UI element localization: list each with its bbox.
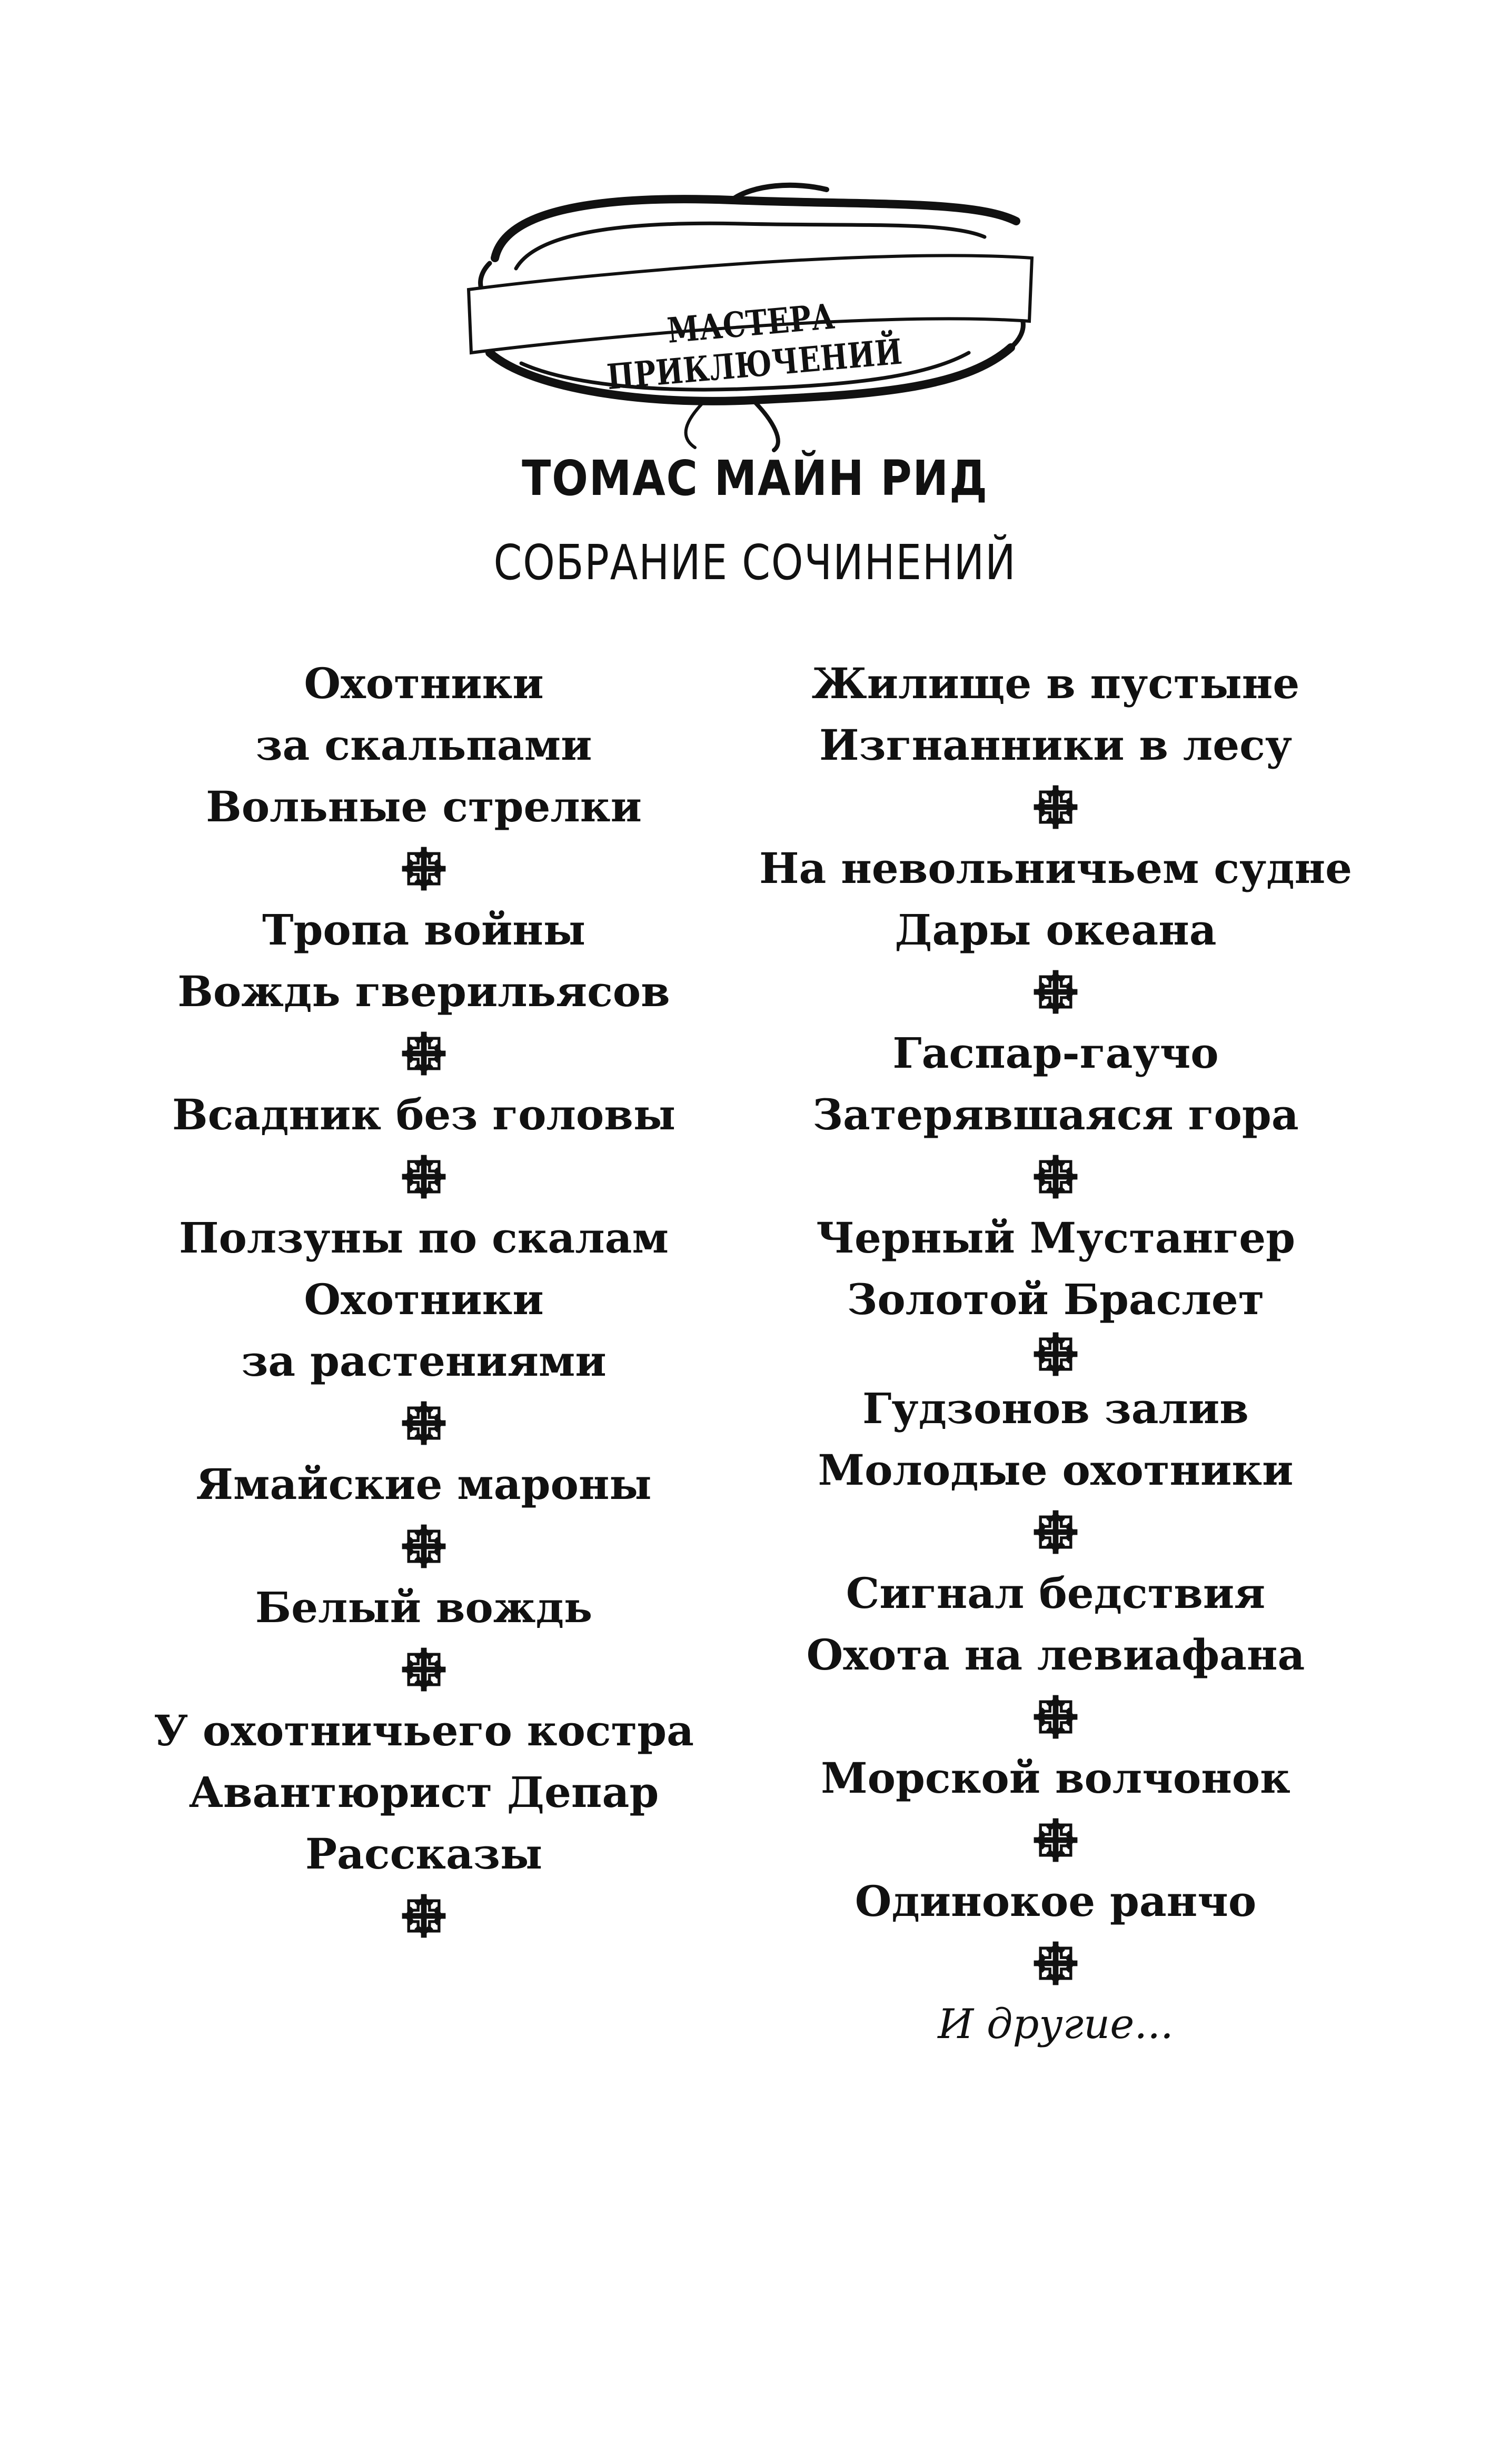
cross-ornament-icon [1032,783,1079,831]
cross-ornament-icon [400,1399,448,1447]
book-title: Одинокое ранчо [855,1876,1257,1926]
book-title: Гудзонов залив [862,1384,1249,1433]
ornament-divider [753,961,1358,1022]
book-title: Вольные стрелки [206,782,642,831]
ornament-divider [121,1146,727,1207]
book-title: Всадник без головы [172,1090,676,1139]
ornament-divider [121,838,727,899]
book-title: Жилище в пустыне [811,659,1300,708]
ornament-divider [753,1330,1358,1378]
collection-subtitle: СОБРАНИЕ СОЧИНЕНИЙ [493,534,1017,591]
ornament-divider [121,1638,727,1700]
book-title: Тропа войны [262,905,586,955]
ornament-divider [753,1501,1358,1563]
ornament-divider [121,1022,727,1084]
cross-ornament-icon [1032,1693,1079,1741]
right-title-list [753,653,1358,2055]
book-title: Дары океана [895,905,1217,955]
book-title: Морской волчонок [821,1753,1290,1803]
book-title: Золотой Браслет [847,1275,1265,1324]
book-title: Изгнанники в лесу [819,720,1293,770]
book-title: Затерявшаяся гора [812,1090,1299,1139]
book-title: Рассказы [305,1829,543,1879]
book-title: На невольничьем судне [759,843,1353,893]
and-others-note: И другие... [938,2001,1174,2048]
book-title: У охотничьего костра [154,1706,694,1755]
cross-ornament-icon [400,1030,448,1077]
cross-ornament-icon [1032,1153,1079,1200]
ornament-divider [121,1515,727,1577]
book-title: за скальпами [255,720,592,770]
ornament-divider [753,1932,1358,1994]
cross-ornament-icon [1032,1940,1079,1987]
cross-ornament-icon [1032,968,1079,1016]
ornament-divider [753,1686,1358,1747]
book-title: Охота на левиафана [806,1630,1305,1680]
series-logo-text: МАСТЕРА ПРИКЛЮЧЕНИЙ [605,295,905,398]
book-title: Молодые охотники [818,1445,1294,1495]
book-title: Охотники [304,1275,544,1324]
cross-ornament-icon [400,1153,448,1200]
cross-ornament-icon [400,1892,448,1940]
book-title: Ямайские мароны [196,1459,652,1509]
author-name: ТОМАС МАЙН РИД [522,450,988,506]
ornament-divider [121,1885,727,1946]
book-title: Ползуны по скалам [179,1213,669,1263]
ornament-divider [753,776,1358,838]
book-title: Белый вождь [255,1583,593,1632]
book-title: Вождь гверильясов [177,967,670,1016]
cross-ornament-icon [1032,1816,1079,1864]
cross-ornament-icon [400,1646,448,1693]
left-title-list [121,653,727,1946]
book-title: Охотники [304,659,544,708]
ornament-divider [753,1146,1358,1207]
cross-ornament-icon [400,845,448,892]
book-title: Сигнал бедствия [846,1568,1266,1618]
ornament-divider [753,1809,1358,1871]
cross-ornament-icon [400,1523,448,1570]
book-title: Черный Мустангер [816,1213,1296,1263]
book-title: за растениями [241,1336,607,1386]
book-title: Гаспар-гаучо [892,1028,1219,1078]
cross-ornament-icon [1032,1330,1079,1378]
ornament-divider [121,1392,727,1454]
cross-ornament-icon [1032,1508,1079,1556]
book-title: Авантюрист Депар [188,1767,659,1817]
